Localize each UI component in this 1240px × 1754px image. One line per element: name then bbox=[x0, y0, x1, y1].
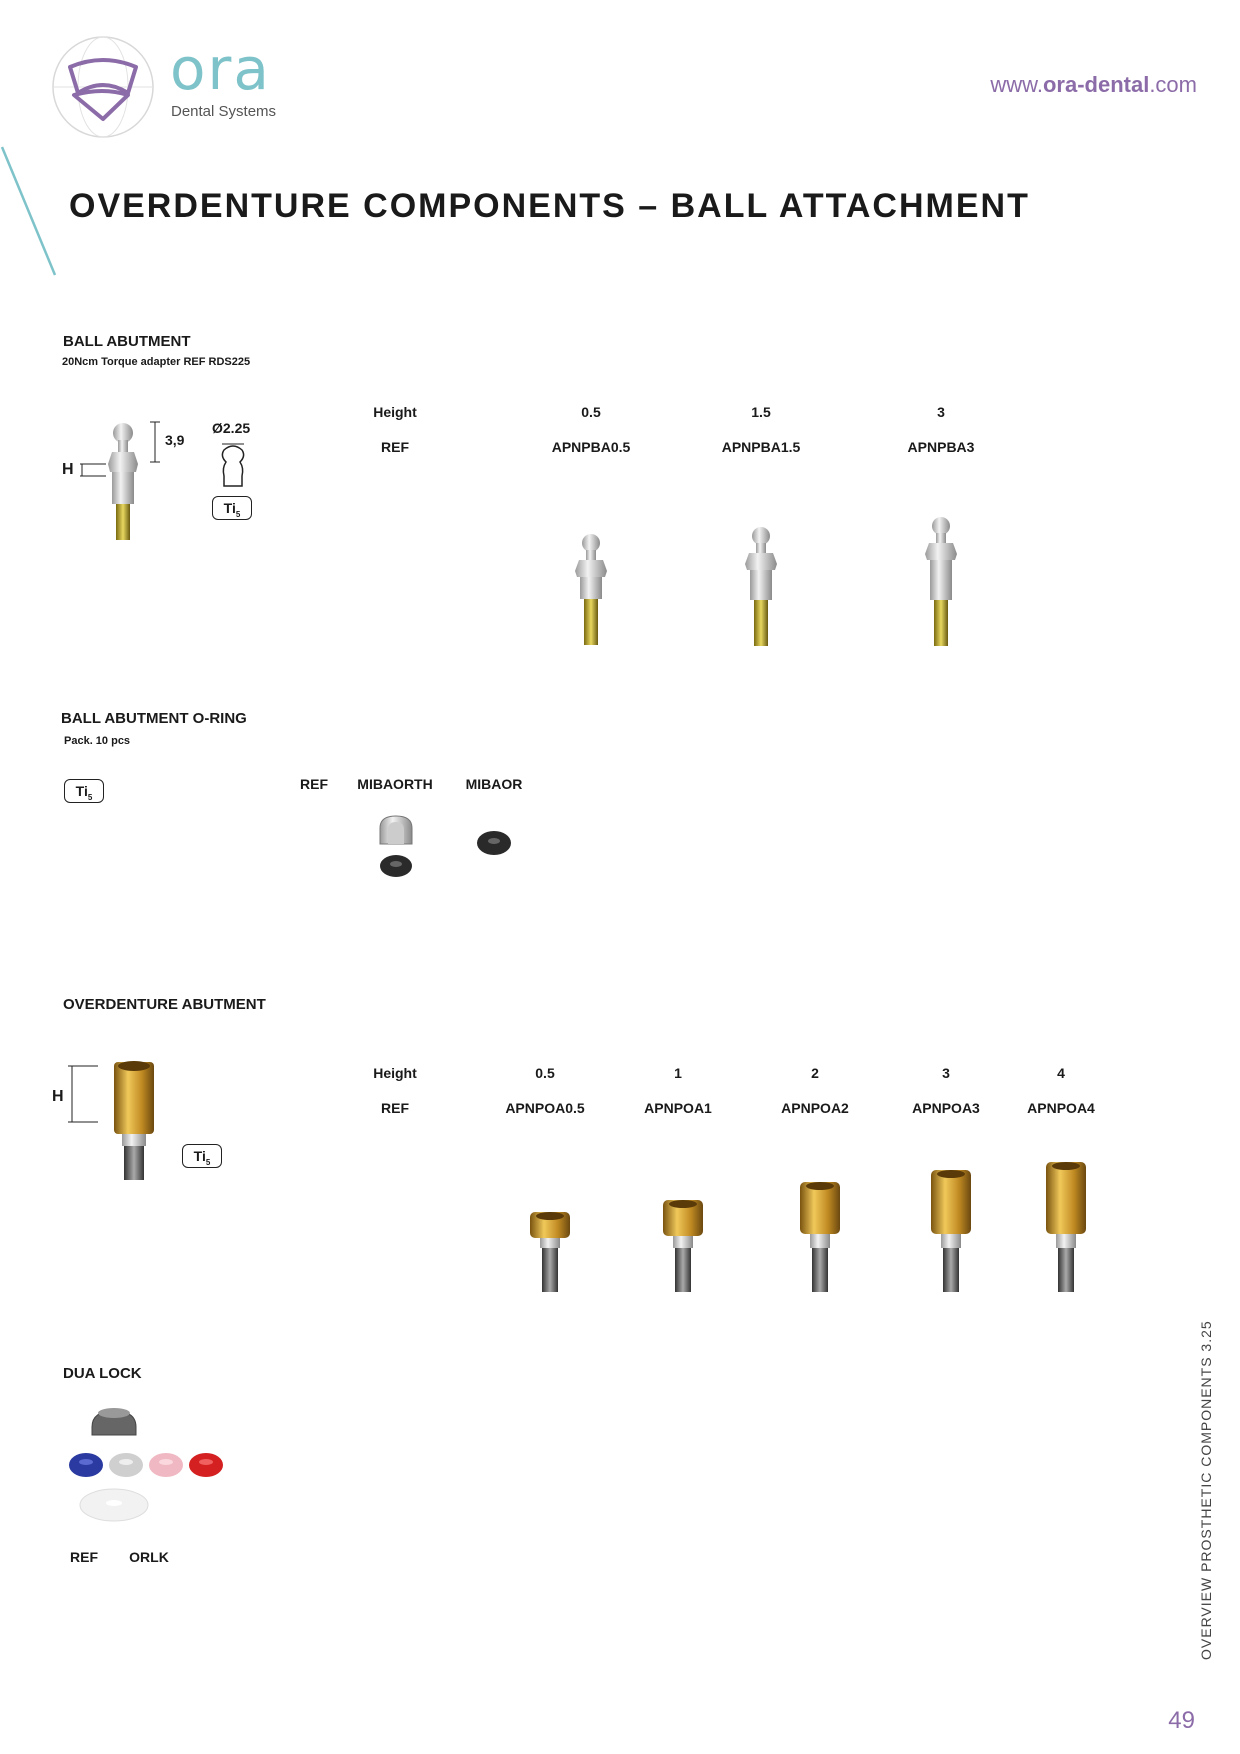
ref-header: REF bbox=[300, 776, 328, 792]
ref-code: APNPBA3 bbox=[907, 439, 975, 455]
o-ring-image bbox=[474, 828, 514, 858]
overdenture-abutment-diagram bbox=[50, 1062, 170, 1182]
ball-abutment-image bbox=[921, 516, 961, 648]
height-value: 1.5 bbox=[751, 404, 771, 420]
height-value: 1 bbox=[674, 1065, 682, 1081]
height-value: 4 bbox=[1057, 1065, 1065, 1081]
dua-lock-image bbox=[64, 1405, 234, 1525]
section-title-overdenture: OVERDENTURE ABUTMENT bbox=[63, 996, 266, 1013]
height-value: 0.5 bbox=[581, 404, 601, 420]
ref-code: APNPOA4 bbox=[1027, 1100, 1095, 1116]
page-number: 49 bbox=[1168, 1707, 1195, 1734]
height-header: Height bbox=[373, 404, 417, 420]
ref-code: MIBAOR bbox=[465, 776, 523, 792]
height-value: 0.5 bbox=[535, 1065, 555, 1081]
material-badge: $Ti_5$ bbox=[212, 496, 252, 520]
height-value: 3 bbox=[937, 404, 945, 420]
section-title-o-ring: BALL ABUTMENT O-RING bbox=[61, 710, 247, 727]
website-link[interactable]: www.ora-dental.com bbox=[990, 72, 1197, 97]
decorative-diagonal-line bbox=[0, 145, 60, 280]
section-subtitle-o-ring: Pack. 10 pcs bbox=[64, 735, 131, 747]
overdenture-abutment-image bbox=[795, 1180, 845, 1294]
ref-code: APNPOA3 bbox=[912, 1100, 980, 1116]
ref-header: REF bbox=[70, 1549, 98, 1565]
overdenture-abutment-image bbox=[926, 1168, 976, 1294]
height-header: Height bbox=[373, 1065, 417, 1081]
section-title-ball-abutment: BALL ABUTMENT bbox=[63, 333, 191, 350]
ref-header: REF bbox=[381, 1100, 409, 1116]
material-badge: $Ti_5$ bbox=[182, 1144, 222, 1168]
section-title-dua-lock: DUA LOCK bbox=[63, 1365, 142, 1382]
ref-code: APNPOA0.5 bbox=[505, 1100, 585, 1116]
material-badge: $Ti_5$ bbox=[64, 779, 104, 803]
o-ring-housing-image bbox=[376, 814, 416, 882]
brand-logo-text: ora bbox=[170, 35, 271, 103]
brand-subtitle: Dental Systems bbox=[171, 103, 277, 120]
ref-code: ORLK bbox=[129, 1549, 169, 1565]
page-title: OVERDENTURE COMPONENTS – BALL ATTACHMENT bbox=[69, 187, 1030, 225]
ref-code: APNPOA2 bbox=[781, 1100, 849, 1116]
overdenture-abutment-image bbox=[525, 1210, 575, 1294]
dim-h-label: H bbox=[52, 1088, 64, 1105]
ref-code: APNPBA1.5 bbox=[721, 439, 801, 455]
side-section-label: OVERVIEW PROSTHETIC COMPONENTS 3.25 bbox=[1198, 1320, 1214, 1660]
ref-code: MIBAORTH bbox=[357, 776, 433, 792]
dim-h-label: H bbox=[62, 461, 74, 478]
ref-code: APNPBA0.5 bbox=[551, 439, 631, 455]
logo-globe-icon bbox=[48, 35, 158, 139]
ball-abutment-image bbox=[571, 533, 611, 648]
dim-diameter-label: Ø2.25 bbox=[212, 420, 251, 436]
ball-abutment-image bbox=[741, 526, 781, 648]
section-subtitle-ball-abutment: 20Ncm Torque adapter REF RDS225 bbox=[62, 356, 251, 368]
ref-header: REF bbox=[381, 439, 409, 455]
ball-abutment-diagram bbox=[60, 420, 180, 545]
height-value: 2 bbox=[811, 1065, 819, 1081]
ball-profile-icon bbox=[218, 440, 248, 490]
height-value: 3 bbox=[942, 1065, 950, 1081]
overdenture-abutment-image bbox=[658, 1198, 708, 1294]
ref-code: APNPOA1 bbox=[644, 1100, 712, 1116]
dim-height-label: 3,9 bbox=[165, 432, 185, 448]
overdenture-abutment-image bbox=[1041, 1160, 1091, 1294]
